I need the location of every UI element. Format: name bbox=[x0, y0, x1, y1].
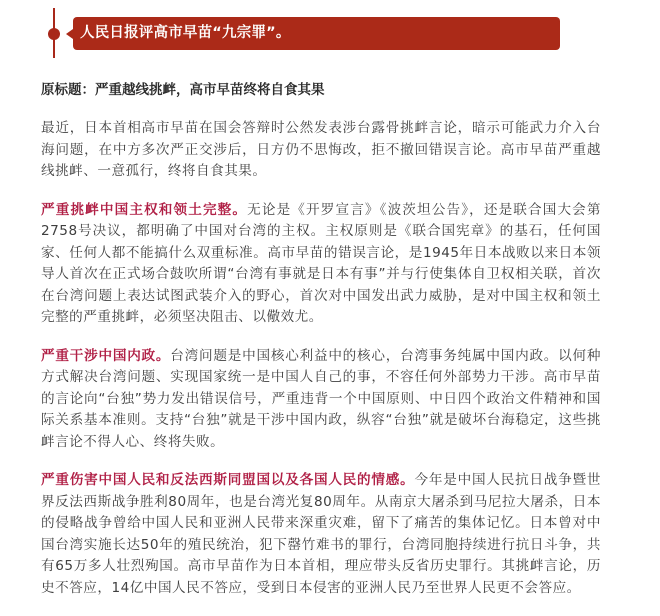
timeline-dot-icon bbox=[48, 28, 60, 40]
section-sovereignty bbox=[41, 200, 601, 329]
section-heading: 严重干涉中国内政。 bbox=[41, 347, 171, 364]
section-heading: 严重伤害中国人民和反法西斯同盟国以及各国人民的情感。 bbox=[41, 472, 415, 488]
original-title: 原标题：严重越线挑衅，高市早苗终将自食其果 bbox=[41, 82, 325, 98]
banner-pointer-icon bbox=[66, 29, 73, 39]
section-heading: 严重挑衅中国主权和领土完整。 bbox=[41, 201, 248, 218]
section-internal-affairs bbox=[41, 346, 601, 454]
section-body: 台湾问题是中国核心利益中的核心，台湾事务纯属中国内政。以何种方式解决台湾问题、实现国家统一是中国人自己的事，不容任何外部势力干涉。高市早苗的言论向“台独”势力发出错误信号，严重违背一个中国原则、中日四个政治文件精神和国际关系基本准则。支持“台独”就是干涉中国内政，纵容“台独”就是破坏台海稳定，这些挑衅言论不得人心、终将失败。 bbox=[41, 347, 602, 450]
headline-banner: 人民日报评高市早苗“九宗罪”。 bbox=[73, 17, 560, 50]
section-feelings bbox=[41, 470, 601, 599]
section-body: 无论是《开罗宣言》《波茨坦公告》，还是联合国大会第2758号决议，都明确了中国对台湾的主权。主权原则是《联合国宪章》的基石，任何国家、任何人都不能搞什么双重标准。高市早苗的错误言论，是1945年日本战败以来日本领导人首次在正式场合鼓吹所谓“台湾有事就是日本有事”并与行使集体自卫权相关联，首次在台湾问题上表达试图武装介入的野心，首次对中国发出武力威胁，是对中国主权和领土完整的严重挑衅，必须坚决阻击、以儆效尤。 bbox=[41, 201, 602, 325]
intro-paragraph: 最近，日本首相高市早苗在国会答辩时公然发表涉台露骨挑衅言论，暗示可能武力介入台海问题，在中方多次严正交涉后，日方仍不思悔改，拒不撤回错误言论。高市早苗严重越线挑衅、一意孤行，终将自食其果。 bbox=[41, 120, 601, 179]
section-body: 今年是中国人民抗日战争暨世界反法西斯战争胜利80周年，也是台湾光复80周年。从南京大屠杀到马尼拉大屠杀，日本的侵略战争曾给中国人民和亚洲人民带来深重灾难，留下了痛苦的集体记忆。日本曾对中国台湾实施长达50年的殖民统治，犯下罄竹难书的罪行，台湾同胞持续进行抗日斗争，共有65万多人壮烈殉国。高市早苗作为日本首相，理应带头反省历史罪行。其挑衅言论，历史不答应，14亿中国人民不答应，受到日本侵害的亚洲人民乃至世界人民更不会答应。 bbox=[41, 472, 601, 596]
article-body bbox=[41, 79, 601, 616]
